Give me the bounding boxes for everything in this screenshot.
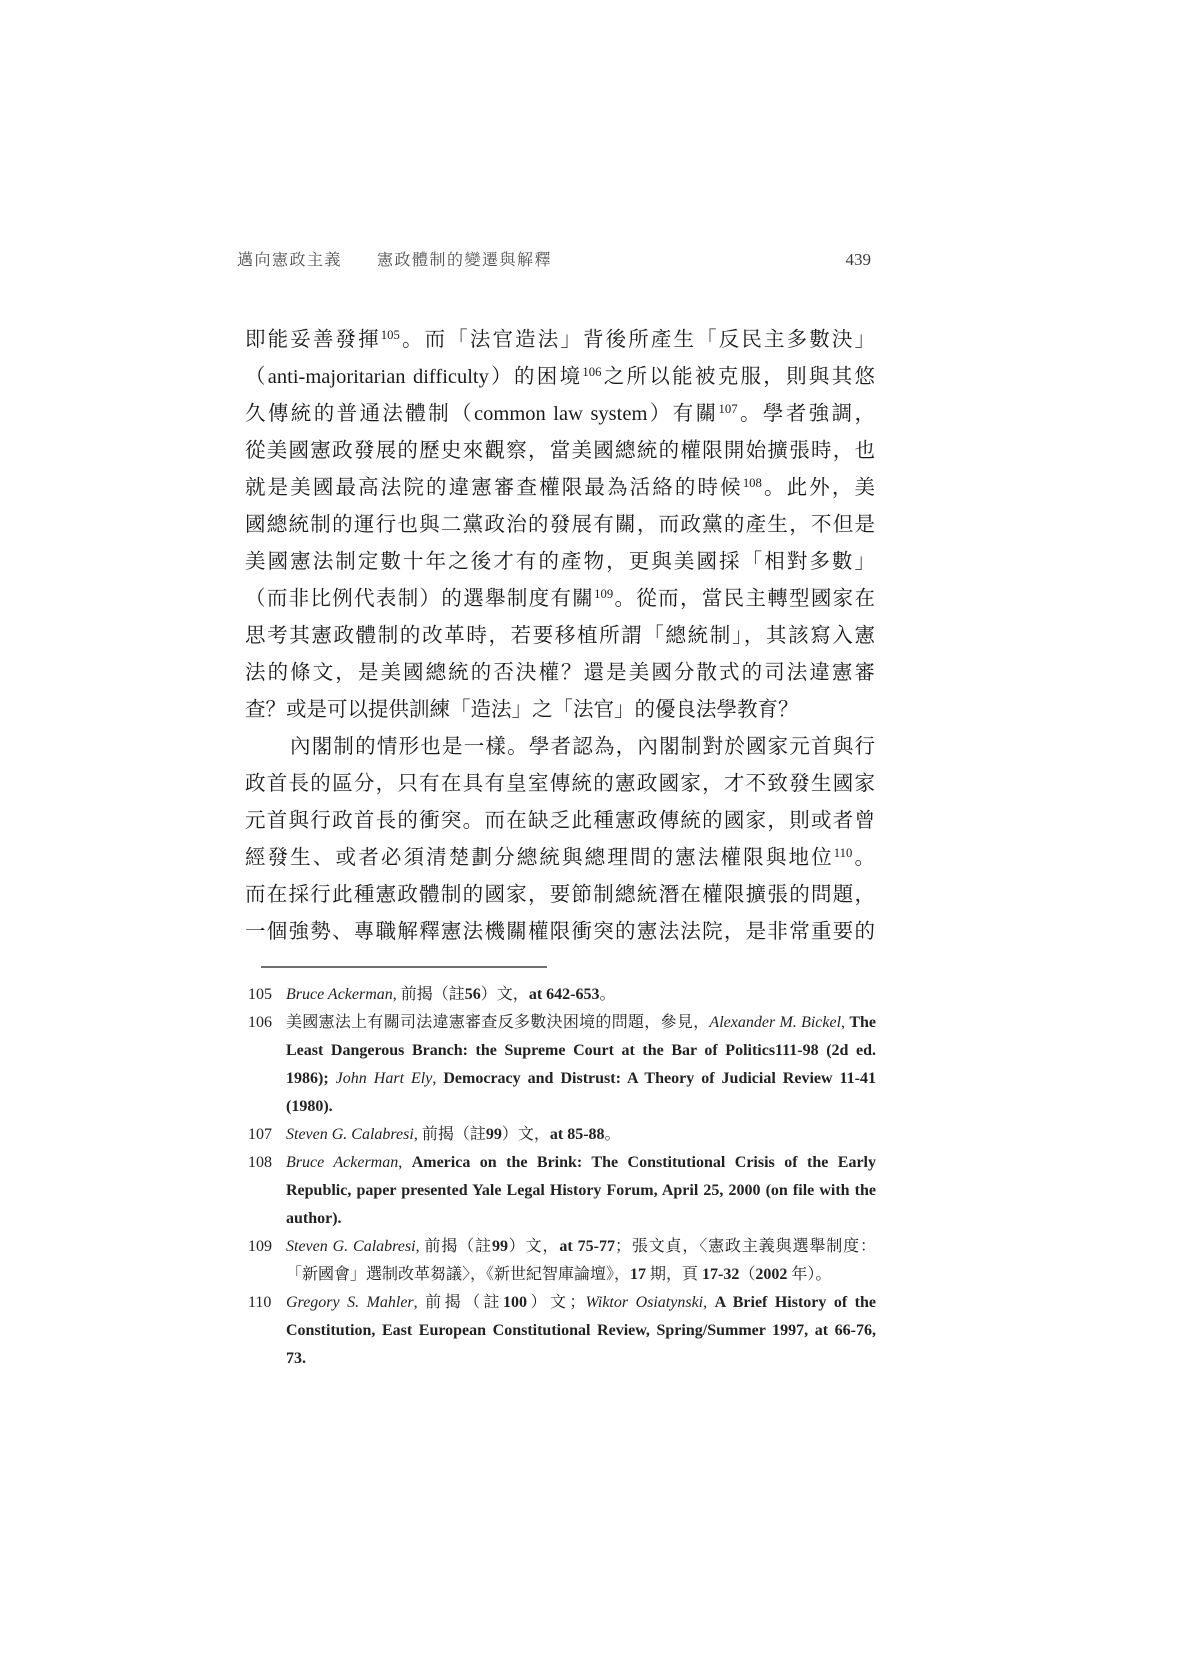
page-number: 439 [845,250,871,269]
footnote-number: 105 [248,986,272,1003]
text-line: 法的條文，是美國總統的否決權？還是美國分散式的司法違憲審 [245,662,875,684]
text-line: （anti-majoritarian difficulty）的困境$^{106}$之所以能被克服，則與其悠 [245,365,875,388]
footnote-number: 106 [248,1014,272,1031]
text-line: 而在採行此種憲政體制的國家，要節制總統潛在權限擴張的問題， [245,884,875,906]
text-line: 查？或是可以提供訓練「造法」之「法官」的優良法學教育？ [245,699,799,721]
text-line: 思考其憲政體制的改革時，若要移植所謂「總統制」，其該寫入憲 [245,625,875,647]
page-header [237,247,871,270]
footnote-text: Bruce Ackerman, 前揭（註56）文，at 642-653。 [286,986,616,1003]
footnotes-section [248,981,876,1373]
text-line: 政首長的區分，只有在具有皇室傳統的憲政國家，才不致發生國家 [245,773,875,795]
footnote-number: 109 [248,1238,272,1255]
footnote-item [248,1149,876,1233]
text-line: 一個強勢、專職解釋憲法機關權限衝突的憲法法院，是非常重要的 [245,921,875,943]
footnote-text: Steven G. Calabresi, 前揭（註99）文，at 75-77；張文貞，〈憲政主義與選舉制度：「新國會」選制改革芻議〉，《新世紀智庫論壇》，17 期，頁 17-32（2002 年）。 [286,1238,876,1283]
footnote-number: 107 [248,1126,272,1143]
text-line: 從美國憲政發展的歷史來觀察，當美國總統的權限開始擴張時，也 [245,440,875,462]
running-title: 邁向憲政主義 憲政體制的變遷與解釋 [237,252,553,269]
text-line: 國總統制的運行也與二黨政治的發展有關，而政黨的產生，不但是 [245,514,875,536]
footnote-number: 110 [248,1294,272,1311]
text-line: 元首與行政首長的衝突。而在缺乏此種憲政傳統的國家，則或者曾 [245,810,875,832]
text-line: 就是美國最高法院的違憲審查權限最為活絡的時候$^{108}$。此外，美 [245,476,875,499]
footnote-item [248,1009,876,1121]
footnote-item [248,1121,876,1149]
footnote-separator [261,966,547,968]
footnote-item [248,1233,876,1289]
footnote-item [248,1289,876,1373]
text-line: 即能妥善發揮$^{105}$。而「法官造法」背後所產生「反民主多數決」 [245,328,875,351]
footnote-text: Gregory S. Mahler, 前揭（註100）文；Wiktor Osiatynski, A Brief History of the Constitution, East European Constitutional Review, Spring/Summer 1997, at 66-76, 73. [286,1294,876,1367]
footnote-text: Steven G. Calabresi, 前揭（註99）文，at 85-88。 [286,1126,621,1143]
footnote-text: 美國憲法上有關司法違憲審查反多數決困境的問題，參見，Alexander M. Bickel, The Least Dangerous Branch: the Supreme Court at the Bar of Politics111-98 (2d ed. 1986); John Hart Ely, Democracy and Distrust: A Theory of Judicial Review 11-41 (1980). [286,1014,877,1115]
footnote-item [248,981,876,1009]
footnote-number: 108 [248,1154,272,1171]
footnote-text: Bruce Ackerman, America on the Brink: The Constitutional Crisis of the Early Republic, paper presented Yale Legal History Forum, April 25, 2000 (on file with the author). [286,1154,876,1227]
text-line: 久傳統的普通法體制（common law system）有關$^{107}$。學者強調， [245,402,875,425]
text-line: 內閣制的情形也是一樣。學者認為，內閣制對於國家元首與行 [290,736,875,758]
text-line: 經發生、或者必須清楚劃分總統與總理間的憲法權限與地位$^{110}$。 [245,846,875,869]
main-text [245,322,875,951]
text-line: （而非比例代表制）的選舉制度有關$^{109}$。從而，當民主轉型國家在 [245,587,875,610]
text-line: 美國憲法制定數十年之後才有的產物，更與美國採「相對多數」 [245,551,875,573]
